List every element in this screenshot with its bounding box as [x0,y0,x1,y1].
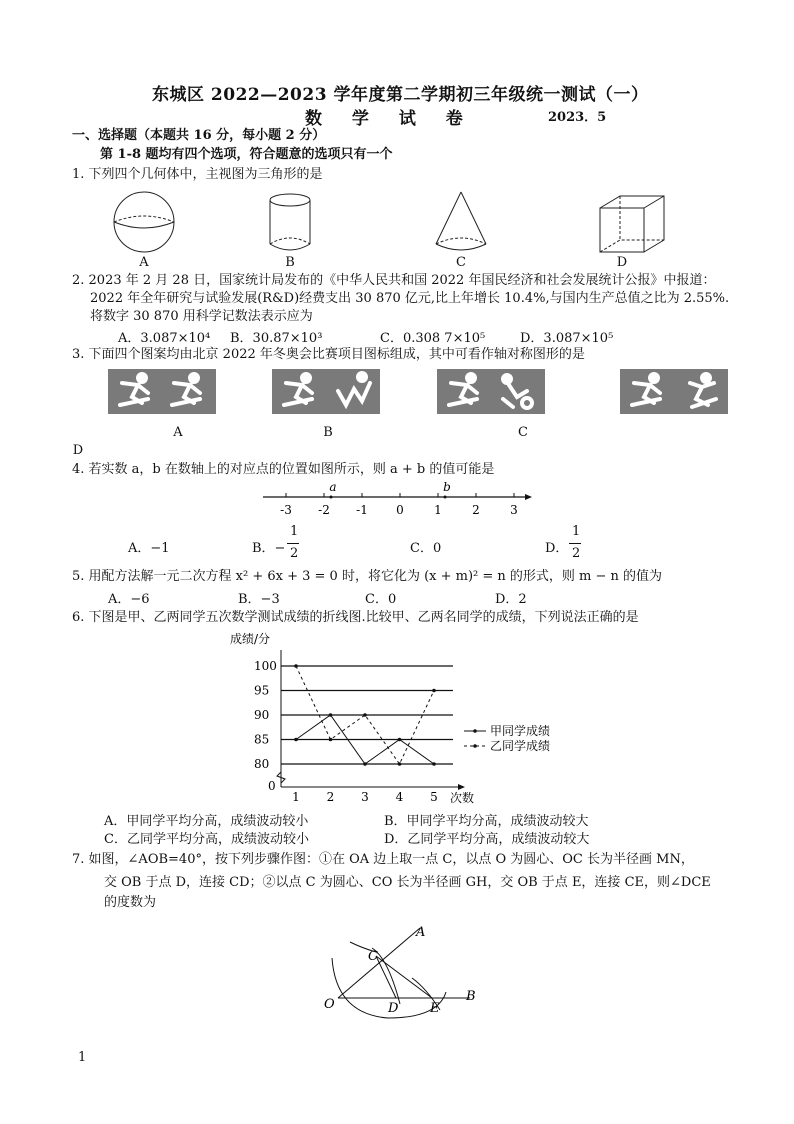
point-label-b: B [466,989,476,1004]
q3-pattern-a [108,369,216,414]
number-line-tick-label: -2 [318,503,330,517]
q1-solids [100,188,680,260]
series-point [363,713,367,717]
q4-stem: 4. 若实数 a，b 在数轴上的对应点的位置如图所示，则 a + b 的值可能是 [72,462,495,477]
point-b [444,496,447,499]
page-number: 1 [78,1050,87,1065]
q2-option-d: D．3.087×10⁵ [520,331,614,346]
number-line-tick-label: -3 [280,503,292,517]
legend-marker [473,744,477,748]
q4-option-a: A．−1 [128,541,170,556]
exam-subject: 数 学 试 卷 [305,109,475,129]
q4-frac-b-num: 1 [290,524,299,539]
q2-line1: 2. 2023 年 2 月 28 日，国家统计局发布的《中华人民共和国 2022 年国民经济和社会发展统计公报》中报道： [72,273,716,288]
chart-xlabel: 次数 [450,791,475,805]
section-instruction: 第 1-8 题均有四个选项，符合题意的选项只有一个 [100,147,393,162]
q4-frac-b-den: 2 [290,546,299,561]
cone-figure [436,192,486,250]
chart-origin: 0 [268,779,276,793]
q4-option-b: B．− [252,541,286,556]
q4-option-d: D． [545,541,569,556]
sphere-figure [114,192,174,252]
legend-label: 乙同学成绩 [490,739,551,753]
q2-line2: 2022 年全年研究与试验发展(R&D)经费支出 30 870 亿元,比上年增长 10.4%,与国内生产总值之比为 2.55%. [90,291,730,306]
point-a [330,496,333,499]
legend-marker [473,729,477,733]
q1-label-d: D [616,255,628,270]
q7-line3: 的度数为 [104,895,157,910]
series-point [363,762,367,766]
x-tick-label: 3 [361,790,369,804]
q6-option-b: B．甲同学平均分高，成绩波动较大 [384,814,589,829]
point-label-o: O [324,997,335,1012]
q6-option-a: A．甲同学平均分高，成绩波动较小 [104,814,309,829]
number-line-tick-label: -1 [356,503,368,517]
q4-frac-d-den: 2 [572,546,581,561]
x-axis-arrow [458,784,465,790]
series-point [432,689,436,693]
y-tick-label: 100 [254,659,277,673]
q3-label-b: B [323,425,333,440]
exam-date: 2023．5 [548,110,607,125]
y-tick-label: 80 [254,757,270,771]
q4-option-c: C．0 [410,541,442,556]
series-point [329,738,333,742]
exam-title: 东城区 2022—2023 学年度第二学期初三年级统一测试（一） [152,85,649,105]
series-point [398,738,402,742]
number-line-tick-label: 1 [434,503,442,517]
chart-ylabel: 成绩/分 [230,632,271,646]
q3-label-a: A [173,425,183,440]
q6-option-d: D．乙同学平均分高，成绩波动较大 [384,832,590,847]
series-point [398,762,402,766]
q7-line2: 交 OB 于点 D，连接 CD；②以点 C 为圆心、CO 长为半径画 GH，交 OB 于点 E，连接 CE，则∠DCE [104,875,711,890]
point-label-a: A [416,925,426,940]
point-a-label: a [329,481,337,494]
legend-label: 甲同学成绩 [490,724,551,738]
x-tick-label: 2 [326,790,335,804]
q5-option-a: A．−6 [108,592,150,607]
q2-line3: 将数字 30 870 用科学记数法表示应为 [90,309,313,324]
q1-stem: 1. 下列四个几何体中，主视图为三角形的是 [72,167,323,182]
q5-option-d: D．2 [495,592,527,607]
score-chart [228,630,598,808]
q5-stem: 5. 用配方法解一元二次方程 x² + 6x + 3 = 0 时，将它化为 (x + m)² = n 的形式，则 m − n 的值为 [72,569,663,584]
q1-label-c: C [456,255,466,270]
q3-label-c: C [518,425,528,440]
x-tick-label: 5 [430,790,438,804]
q6-stem: 6. 下图是甲、乙两同学五次数学测试成绩的折线图.比较甲、乙两名同学的成绩，下列说法正确的是 [72,610,639,625]
q3-label-d: D [72,443,84,458]
x-tick-label: 1 [292,790,300,804]
number-line-tick-label: 0 [396,503,404,517]
point-b-label: b [443,481,451,494]
section-heading: 一、选择题（本题共 16 分，每小题 2 分） [72,128,326,143]
series-point [432,762,436,766]
point-label-e: E [430,1001,440,1016]
q2-option-b: B．30.87×10³ [230,331,323,346]
number-line-tick-label: 2 [472,503,480,517]
cylinder-figure [270,194,310,250]
q2-option-c: C．0.308 7×10⁵ [380,331,486,346]
q3-pattern-d [620,369,728,414]
q5-option-b: B．−3 [238,592,280,607]
q2-option-a: A．3.087×10⁴ [118,331,211,346]
x-tick-label: 4 [395,790,404,804]
q3-pattern-c [437,369,545,414]
y-tick-label: 90 [254,708,270,722]
y-tick-label: 95 [254,683,270,698]
number-line-tick-label: 3 [510,503,518,517]
number-line [255,481,535,521]
point-label-d: D [388,1001,399,1016]
q3-pattern-b [272,369,380,414]
point-label-c: C [368,949,378,964]
q1-label-b: B [285,255,295,270]
y-tick-label: 85 [254,732,270,747]
q3-stem: 3. 下面四个图案均由北京 2022 年冬奥会比赛项目图标组成，其中可看作轴对称图形的是 [72,347,585,362]
q4-frac-d-num: 1 [572,524,581,539]
q7-construction [318,918,488,1026]
series-point [294,738,298,742]
q6-option-c: C．乙同学平均分高，成绩波动较小 [104,832,309,847]
series-point [294,664,298,668]
q7-line1: 7. 如图，∠AOB=40°，按下列步骤作图：①在 OA 边上取一点 C，以点 O 为圆心、OC 长为半径画 MN， [72,852,694,867]
series-point [329,713,333,717]
cube-figure [600,196,664,252]
q1-label-a: A [139,255,149,270]
q5-option-c: C．0 [365,592,397,607]
